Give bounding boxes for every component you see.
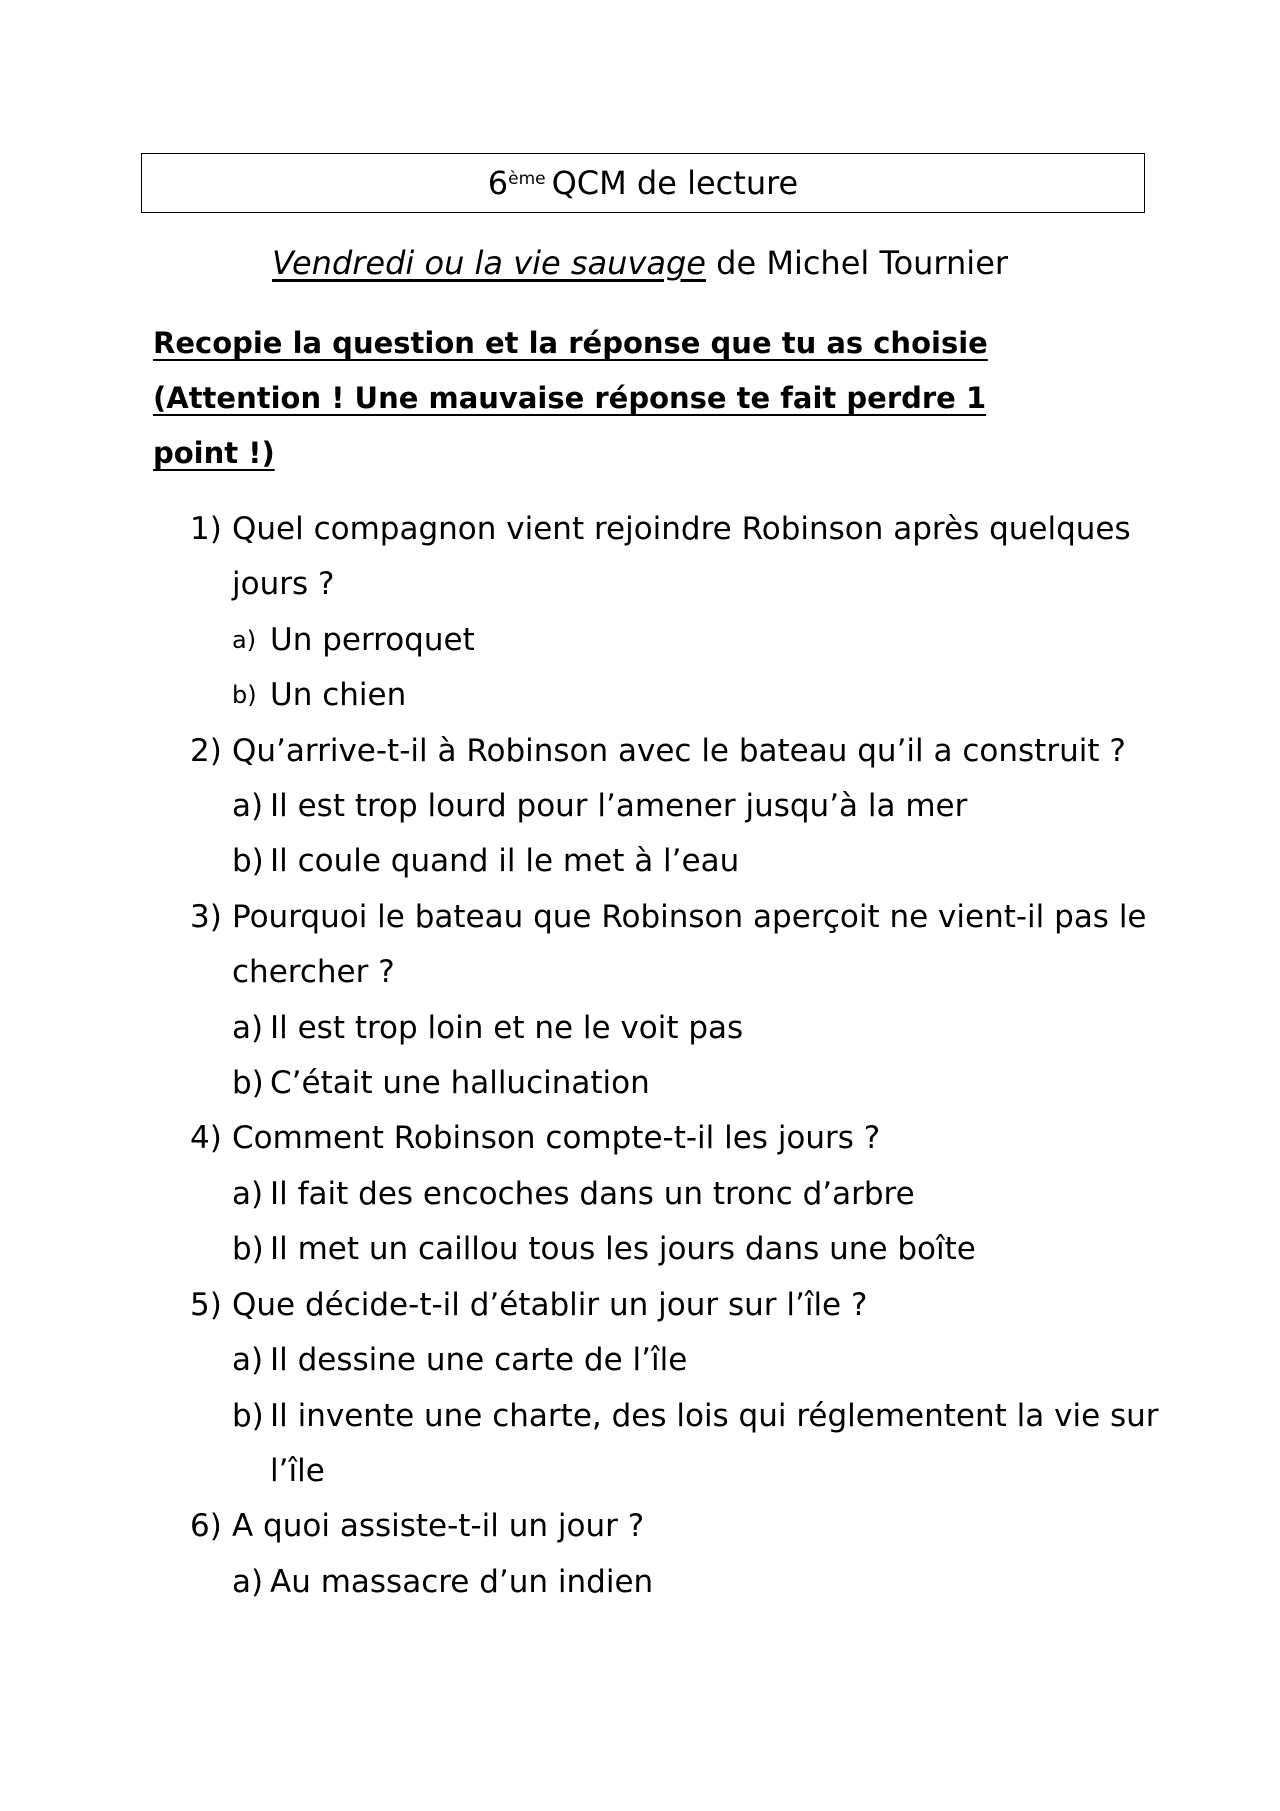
question-text: A quoi assiste-t-il un jour ? — [232, 1508, 645, 1545]
book-title: Vendredi ou la vie sauvage — [271, 244, 706, 282]
option-label: a) — [232, 625, 257, 654]
option-2b — [232, 834, 1190, 889]
option-label: a) — [232, 1009, 264, 1046]
option-text: Il met un caillou tous les jours dans une boîte — [270, 1231, 976, 1268]
question-text: Pourquoi le bateau que Robinson aperçoit ne vient-il pas le chercher ? — [232, 898, 1147, 991]
option-label: b) — [232, 843, 264, 880]
question-number: 1) — [190, 511, 222, 547]
option-label: a) — [232, 1175, 264, 1212]
option-text: C’était une hallucination — [270, 1065, 650, 1102]
option-5a — [232, 1333, 1190, 1388]
option-label: a) — [232, 1563, 264, 1600]
question-text: Que décide-t-il d’établir un jour sur l’île ? — [232, 1286, 868, 1323]
option-label: b) — [232, 1065, 264, 1102]
book-subtitle — [0, 238, 1280, 288]
option-text: Au massacre d’un indien — [270, 1563, 654, 1600]
book-author: de Michel Tournier — [716, 244, 1009, 282]
question-3 — [190, 890, 1190, 1001]
question-text: Comment Robinson compte-t-il les jours ? — [232, 1120, 881, 1157]
grade-suffix: ème — [508, 169, 546, 189]
question-number: 6) — [190, 1508, 222, 1545]
option-6a — [232, 1555, 1190, 1610]
option-label: b) — [232, 1231, 264, 1268]
question-5 — [190, 1278, 1190, 1333]
title-box — [141, 153, 1145, 213]
question-number: 3) — [190, 898, 222, 935]
question-1 — [190, 502, 1190, 613]
option-3a — [232, 1001, 1190, 1056]
option-3b — [232, 1056, 1190, 1111]
option-5b — [232, 1389, 1190, 1500]
option-4a — [232, 1167, 1190, 1222]
option-text: Il est trop lourd pour l’amener jusqu’à la mer — [270, 788, 968, 825]
option-1a — [232, 613, 1190, 668]
option-1b — [232, 668, 1190, 723]
option-text: Il coule quand il le met à l’eau — [270, 843, 740, 880]
option-4b — [232, 1222, 1190, 1277]
option-text: Il invente une charte, des lois qui réglementent la vie sur l’île — [270, 1397, 1159, 1489]
option-text: Il est trop loin et ne le voit pas — [270, 1009, 744, 1046]
grade-number: 6 — [487, 164, 509, 202]
option-2a — [232, 779, 1190, 834]
option-text: Un perroquet — [270, 621, 475, 658]
option-label: b) — [232, 1397, 264, 1434]
option-label: a) — [232, 1342, 264, 1379]
option-label: a) — [232, 788, 264, 825]
question-2 — [190, 724, 1190, 779]
question-text: Quel compagnon vient rejoindre Robinson après quelques jours ? — [232, 511, 1131, 603]
question-number: 2) — [190, 732, 222, 769]
instructions: Recopie la question et la réponse que tu as choisie (Attention ! Une mauvaise réponse te fait perdre 1 point !) — [153, 326, 988, 470]
question-number: 4) — [190, 1120, 222, 1157]
question-6 — [190, 1499, 1190, 1554]
question-4 — [190, 1111, 1190, 1166]
worksheet-title: QCM de lecture — [551, 164, 799, 202]
option-text: Il dessine une carte de l’île — [270, 1342, 688, 1379]
question-number: 5) — [190, 1286, 222, 1323]
option-label: b) — [232, 681, 257, 710]
option-text: Il fait des encoches dans un tronc d’arbre — [270, 1175, 915, 1212]
question-list — [190, 502, 1190, 1610]
question-text: Qu’arrive-t-il à Robinson avec le bateau qu’il a construit ? — [232, 732, 1126, 769]
option-text: Un chien — [270, 677, 407, 714]
